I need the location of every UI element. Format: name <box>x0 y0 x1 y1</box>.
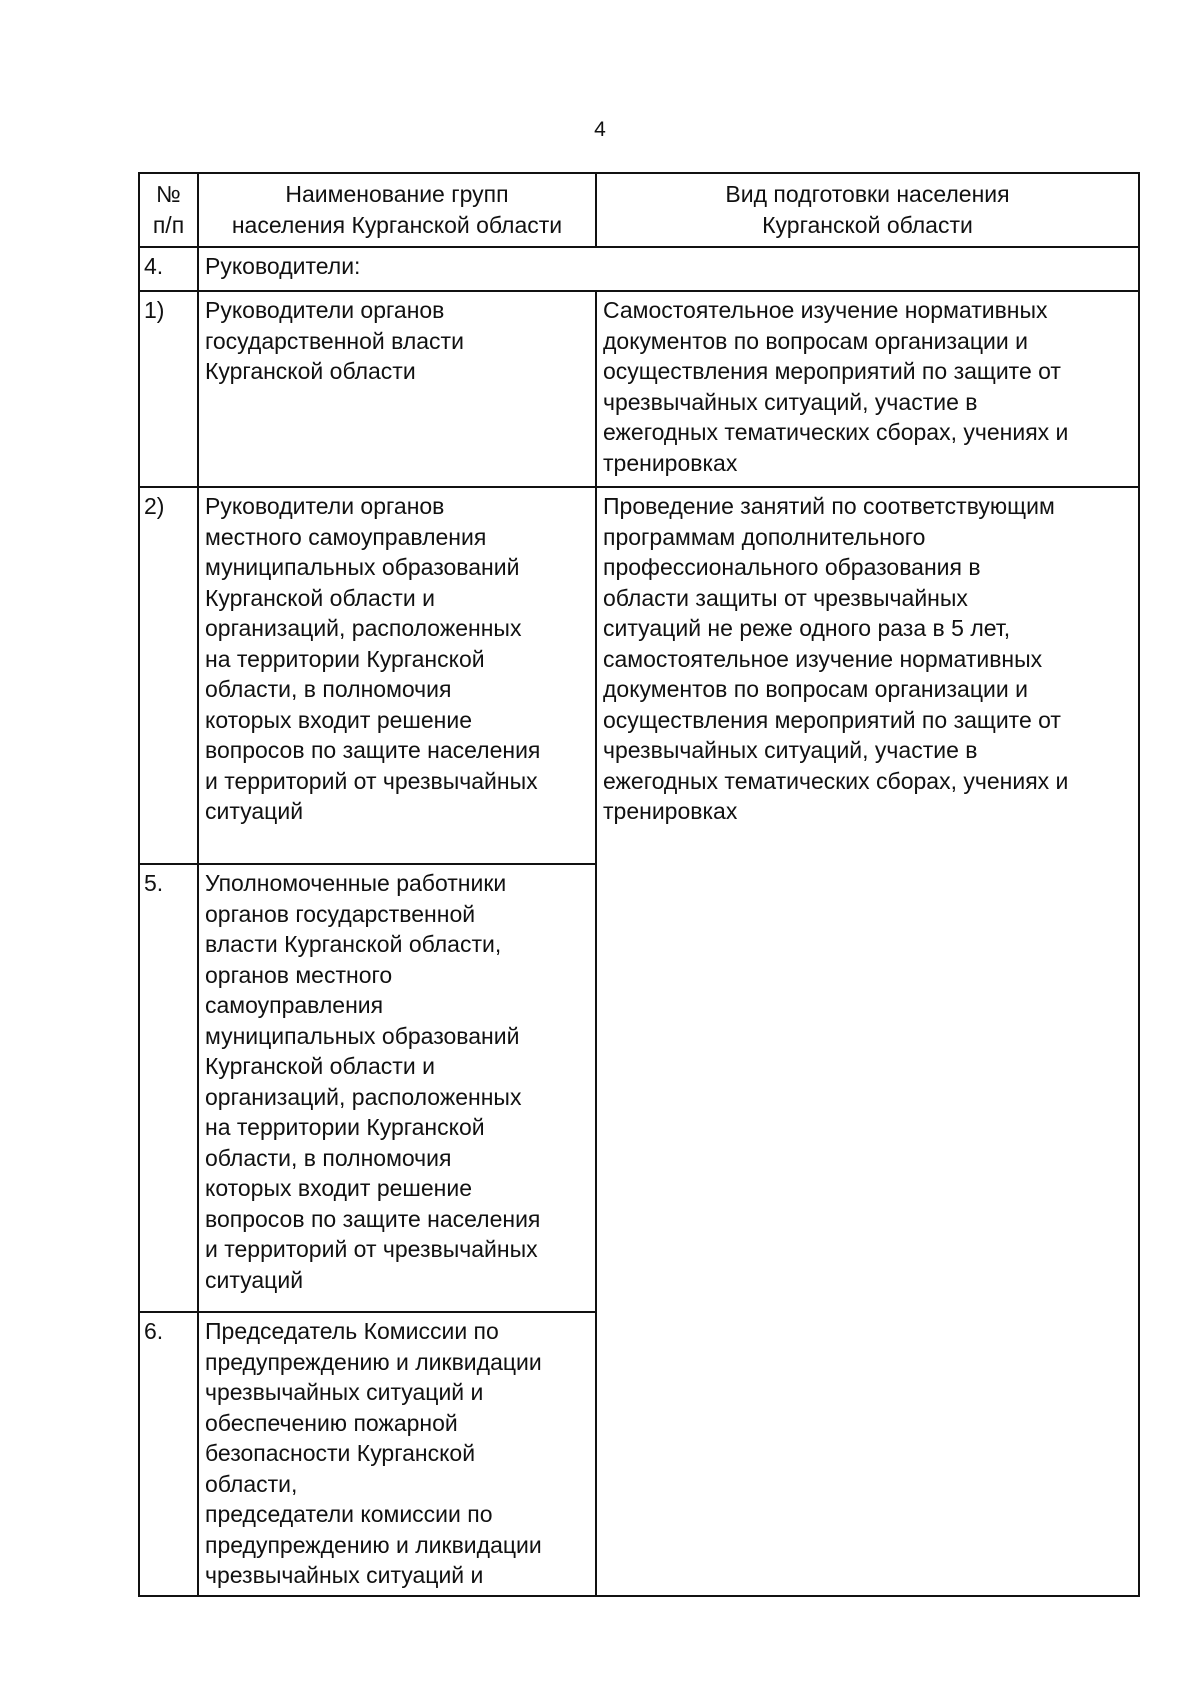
section-4-num: 4. <box>139 247 198 291</box>
row-num: 2) <box>139 487 198 864</box>
row-num: 1) <box>139 291 198 487</box>
page-number: 4 <box>594 118 606 141</box>
row-group: Руководители органов местного самоуправления муниципальных образований Курганской области и организаций, расположенных на территории Курганской области, в полномочия которых входит решение вопросов по защите населения и территорий от чрезвычайных ситуаций <box>198 487 596 864</box>
table-row <box>139 291 1139 487</box>
row-training-merged: Проведение занятий по соответствующим программам дополнительного профессионального образования в области защиты от чрезвычайных ситуаций не реже одного раза в 5 лет, самостоятельное изучение нормативных документов по вопросам организации и осуществления мероприятий по защите от чрезвычайных ситуаций, участие в ежегодных тематических сборах, учениях и тренировках <box>596 487 1139 1596</box>
table-row-section-4 <box>139 247 1139 291</box>
header-group: Наименование групп населения Курганской области <box>198 173 596 247</box>
training-table <box>138 172 1140 1597</box>
row-num: 5. <box>139 864 198 1312</box>
row-training: Самостоятельное изучение нормативных документов по вопросам организации и осуществления мероприятий по защите от чрезвычайных ситуаций, участие в ежегодных тематических сборах, учениях и тренировках <box>596 291 1139 487</box>
section-4-title: Руководители: <box>198 247 1139 291</box>
table-header-row <box>139 173 1139 247</box>
row-group: Руководители органов государственной власти Курганской области <box>198 291 596 487</box>
header-training: Вид подготовки населения Курганской области <box>596 173 1139 247</box>
row-group: Председатель Комиссии по предупреждению и ликвидации чрезвычайных ситуаций и обеспечению пожарной безопасности Курганской области, председатели комиссии по предупреждению и ликвидации чрезвычайных ситуаций и <box>198 1312 596 1596</box>
row-group: Уполномоченные работники органов государственной власти Курганской области, органов местного самоуправления муниципальных образований Курганской области и организаций, расположенных на территории Курганской области, в полномочия которых входит решение вопросов по защите населения и территорий от чрезвычайных ситуаций <box>198 864 596 1312</box>
row-num: 6. <box>139 1312 198 1596</box>
table-row <box>139 487 1139 864</box>
header-num: № п/п <box>139 173 198 247</box>
